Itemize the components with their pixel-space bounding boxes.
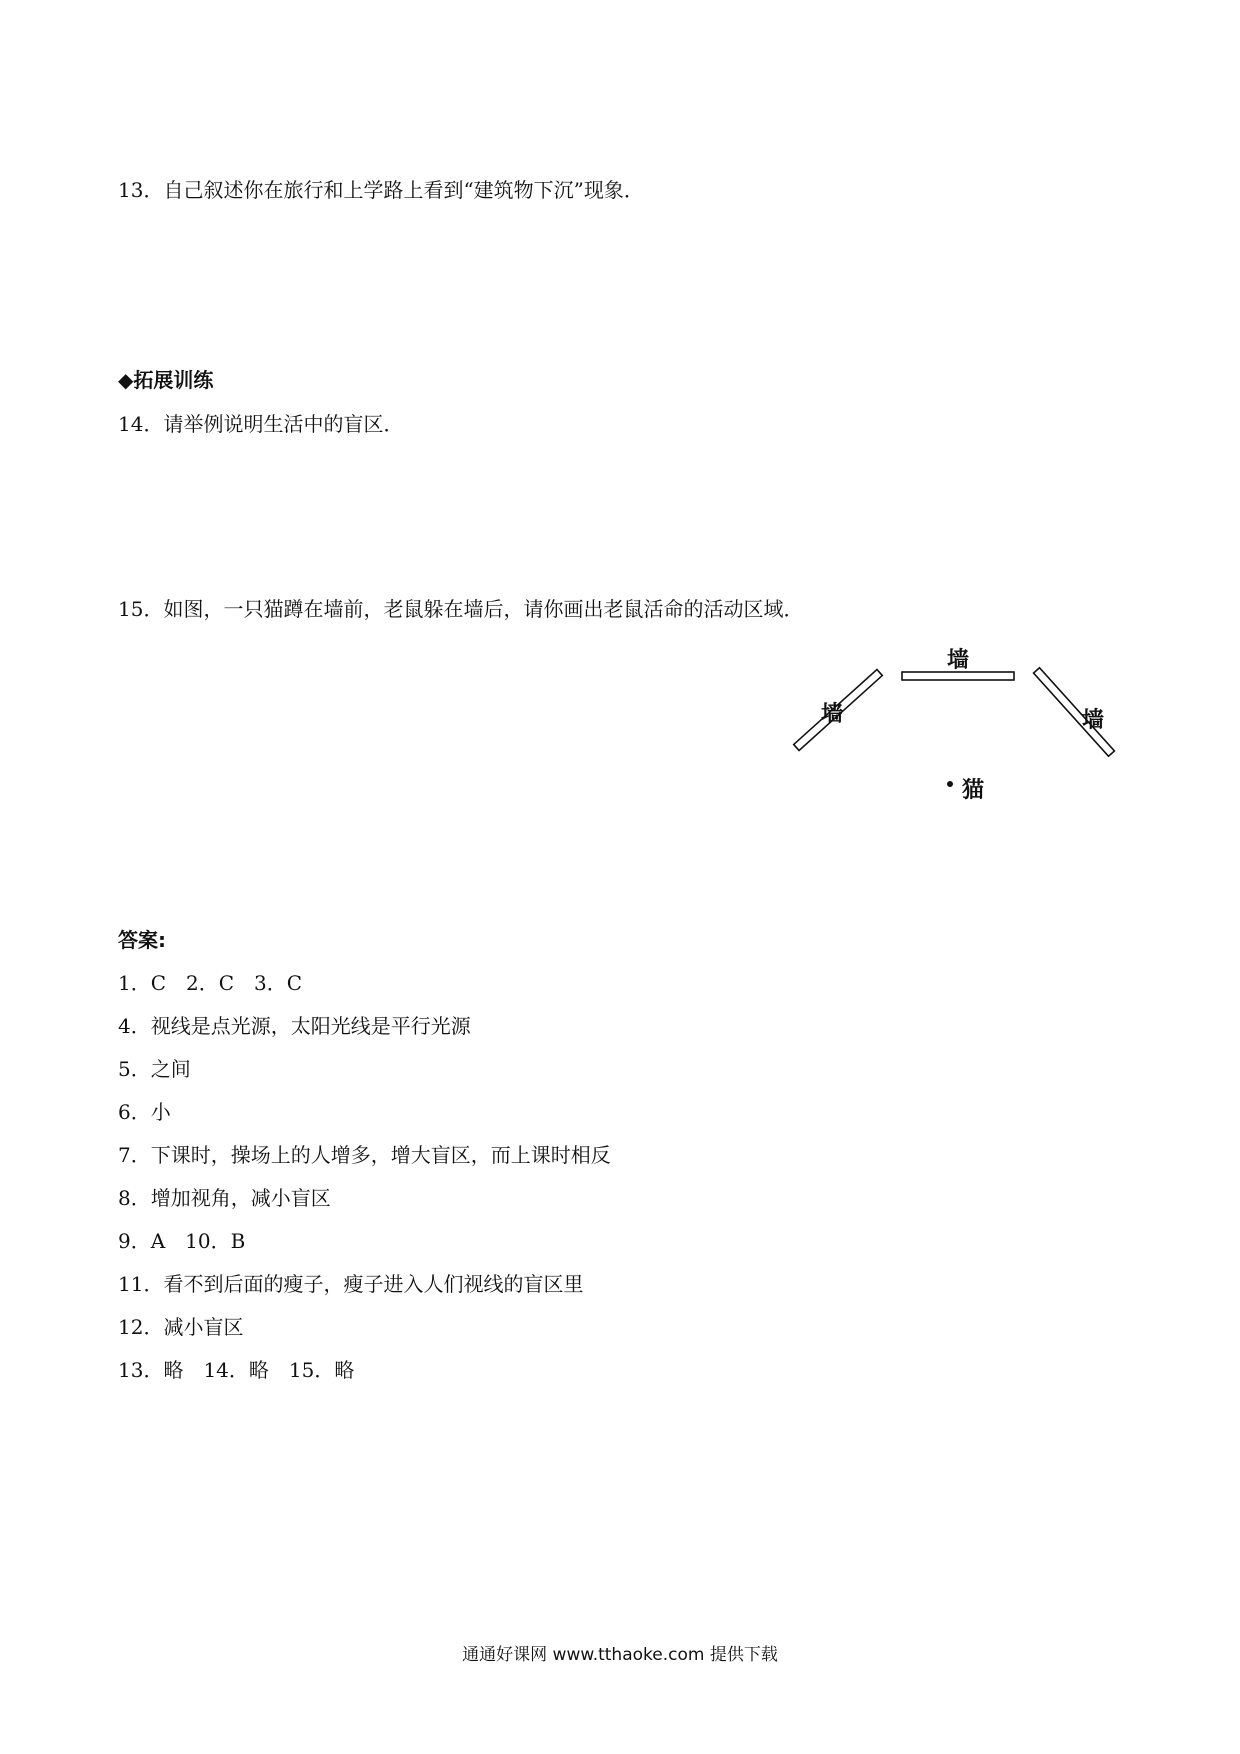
question-14: 14．请举例说明生活中的盲区． (118, 412, 404, 436)
answer-line: 12．减小盲区 (118, 1315, 244, 1339)
cat-label: 猫 (962, 778, 985, 803)
section-title: ◆拓展训练 (118, 368, 214, 392)
cat-point (947, 781, 953, 787)
wall-top (902, 672, 1014, 680)
answer-line: 9．A 10．B (118, 1229, 246, 1253)
wall-right-label: 墙 (1081, 708, 1105, 733)
answer-line: 8．增加视角，减小盲区 (118, 1186, 331, 1210)
answers-title: 答案: (118, 928, 166, 952)
answer-line: 4．视线是点光源，太阳光线是平行光源 (118, 1014, 471, 1038)
answer-line: 13．略 14．略 15．略 (118, 1358, 355, 1382)
wall-top-label: 墙 (946, 648, 970, 673)
footer-source: 通通好课网 www.tthaoke.com 提供下载 (462, 1645, 778, 1665)
question-15: 15．如图，一只猫蹲在墙前，老鼠躲在墙后，请你画出老鼠活命的活动区域． (118, 597, 804, 621)
answer-line: 7．下课时，操场上的人增多，增大盲区，而上课时相反 (118, 1143, 611, 1167)
question-13: 13．自己叙述你在旅行和上学路上看到“建筑物下沉”现象． (118, 178, 644, 202)
wall-left-label: 墙 (820, 702, 844, 727)
wall-cat-figure (780, 640, 1130, 820)
answer-line: 11．看不到后面的瘦子，瘦子进入人们视线的盲区里 (118, 1272, 584, 1296)
answer-line: 1．C 2．C 3．C (118, 971, 303, 995)
answer-line: 5．之间 (118, 1057, 191, 1081)
answer-line: 6．小 (118, 1100, 171, 1124)
